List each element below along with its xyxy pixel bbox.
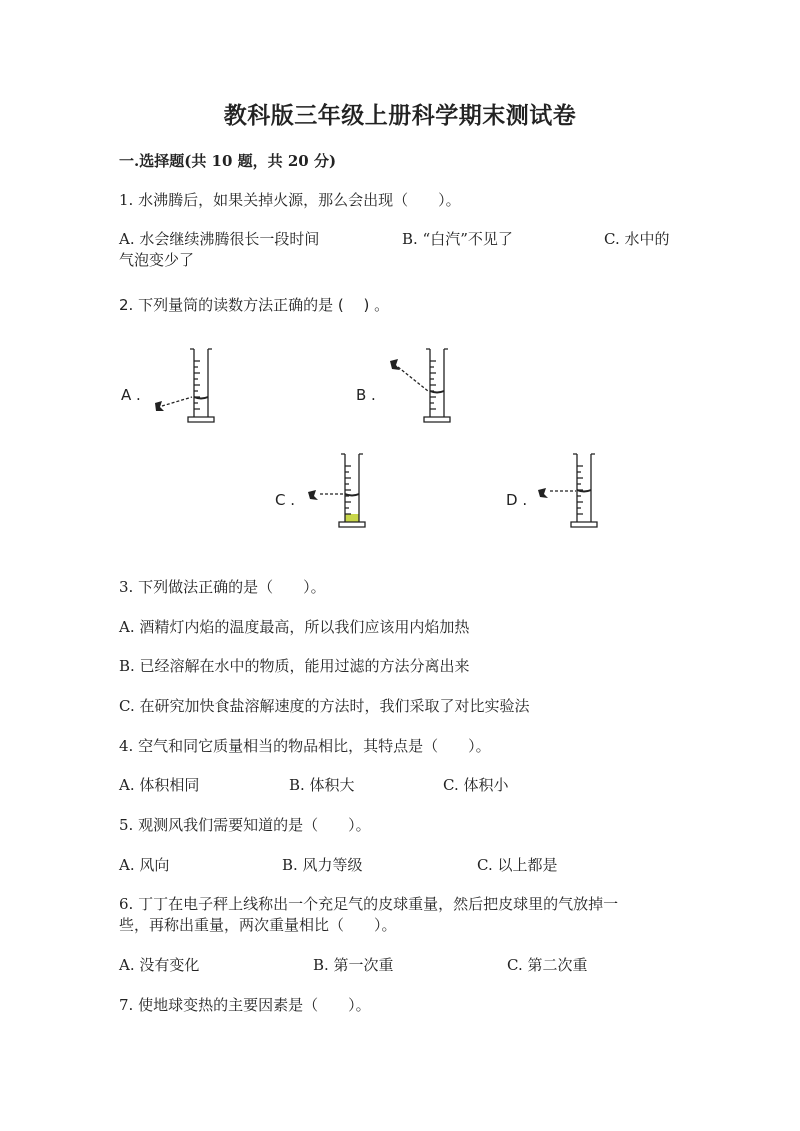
section-heading: 一.选择题(共 10 题，共 20 分) <box>119 152 337 170</box>
question-3-stem: 3. 下列做法正确的是（ ）。 <box>119 578 326 596</box>
question-2-stem: 2. 下列量筒的读数方法正确的是 ( ) 。 <box>119 296 390 314</box>
figure-label-c: C . <box>275 491 296 509</box>
question-6-option-a: A. 没有变化 <box>119 956 200 974</box>
question-1-stem: 1. 水沸腾后，如果关掉火源，那么会出现（ ）。 <box>119 191 461 209</box>
question-3-option-c: C. 在研究加快食盐溶解速度的方法时，我们采取了对比实验法 <box>119 697 530 715</box>
question-1-option-a: A. 水会继续沸腾很长一段时间 <box>119 230 320 248</box>
question-4-option-b: B. 体积大 <box>289 776 355 794</box>
question-4-option-a: A. 体积相同 <box>119 776 200 794</box>
page-title: 教科版三年级上册科学期末测试卷 <box>223 102 577 129</box>
graduated-cylinder-a-figure <box>140 345 230 430</box>
figure-label-a: A . <box>121 386 141 404</box>
question-3-option-a: A. 酒精灯内焰的温度最高，所以我们应该用内焰加热 <box>119 618 470 636</box>
question-6-option-c: C. 第二次重 <box>507 956 588 974</box>
question-4-stem: 4. 空气和同它质量相当的物品相比，其特点是（ ）。 <box>119 737 491 755</box>
question-5-option-c: C. 以上都是 <box>477 856 558 874</box>
question-4-option-c: C. 体积小 <box>443 776 509 794</box>
question-5-option-a: A. 风向 <box>119 856 170 874</box>
question-6-stem-line-2: 些，再称出重量，两次重量相比（ ）。 <box>119 916 397 934</box>
question-1-option-b: B. “白汽”不见了 <box>402 230 513 248</box>
question-3-option-b: B. 已经溶解在水中的物质，能用过滤的方法分离出来 <box>119 657 470 675</box>
figure-label-d: D . <box>506 491 528 509</box>
question-5-stem: 5. 观测风我们需要知道的是（ ）。 <box>119 816 371 834</box>
question-1-option-c-cont: 气泡变少了 <box>119 251 195 269</box>
graduated-cylinder-c-figure <box>300 450 390 535</box>
question-7-stem: 7. 使地球变热的主要因素是（ ）。 <box>119 996 371 1014</box>
graduated-cylinder-b-figure <box>370 345 460 430</box>
question-1-option-c: C. 水中的 <box>604 230 670 248</box>
question-5-option-b: B. 风力等级 <box>282 856 363 874</box>
liquid-fill <box>345 514 359 522</box>
figure-label-b: B . <box>356 386 376 404</box>
question-6-stem-line-1: 6. 丁丁在电子秤上线称出一个充足气的皮球重量，然后把皮球里的气放掉一 <box>119 895 619 913</box>
question-6-option-b: B. 第一次重 <box>313 956 394 974</box>
graduated-cylinder-d-figure <box>530 450 620 535</box>
